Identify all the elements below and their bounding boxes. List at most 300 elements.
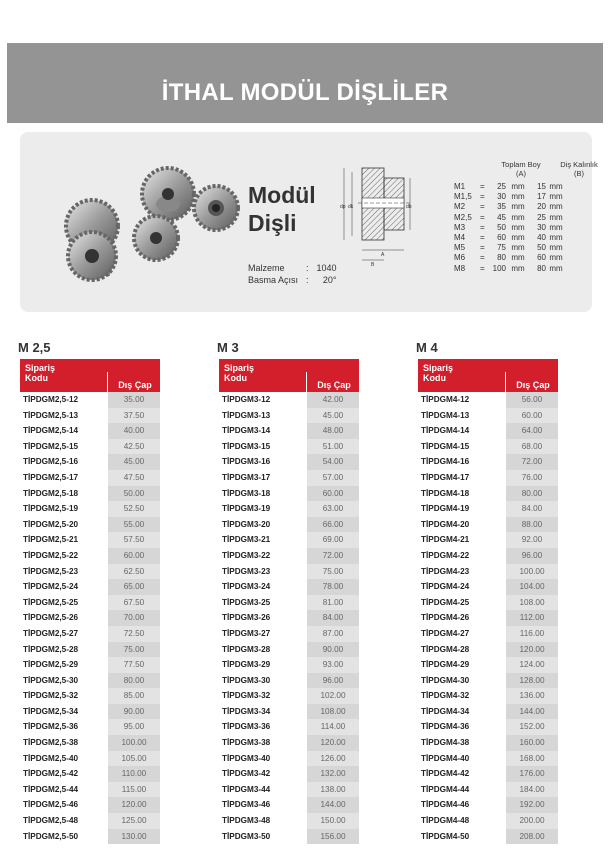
dim-unit: mm [511,192,525,202]
order-code-cell: TİPDGM3-28 [219,642,306,658]
table-row [418,813,558,829]
outer-diameter-cell: 78.00 [307,579,359,595]
outer-diameter-cell: 72.50 [108,626,160,642]
outer-diameter-cell: 156.00 [307,829,359,845]
outer-diameter-cell: 40.00 [108,423,160,439]
table-row [20,595,160,611]
table-body [20,392,160,844]
dim-total-length: 45 [497,212,506,222]
order-code-cell: TİPDGM4-12 [418,392,505,408]
dim-row [454,182,566,192]
table-row [20,501,160,517]
dim-unit: mm [549,253,563,263]
outer-diameter-cell: 54.00 [307,454,359,470]
table-row [219,657,359,673]
outer-diameter-cell: 125.00 [108,813,160,829]
order-code-cell: TİPDGM4-46 [418,797,505,813]
outer-diameter-cell: 48.00 [307,423,359,439]
outer-diameter-cell: 69.00 [307,532,359,548]
outer-diameter-cell: 84.00 [307,610,359,626]
order-code-cell: TİPDGM3-23 [219,564,306,580]
dim-module: M2,5 [454,212,472,222]
dim-total-length: 100 [492,263,506,273]
outer-diameter-cell: 60.00 [307,486,359,502]
table-row [20,766,160,782]
table-row [418,751,558,767]
outer-diameter-cell: 57.00 [307,470,359,486]
dim-unit: mm [549,222,563,232]
dim-module: M1 [454,182,466,191]
header-outer-diameter: Dış Çap [516,380,550,390]
table-row [418,595,558,611]
angle-label: Basma Açısı [248,275,299,285]
outer-diameter-cell: 80.00 [506,486,558,502]
outer-diameter-cell: 66.00 [307,517,359,533]
outer-diameter-cell: 45.00 [108,454,160,470]
order-code-cell: TİPDGM3-46 [219,797,306,813]
table-row [20,454,160,470]
table-row [219,751,359,767]
outer-diameter-cell: 144.00 [307,797,359,813]
order-code-cell: TİPDGM4-16 [418,454,505,470]
order-code-cell: TİPDGM4-25 [418,595,505,611]
order-code-cell: TİPDGM2,5-38 [20,735,107,751]
outer-diameter-cell: 108.00 [506,595,558,611]
order-code-cell: TİPDGM2,5-34 [20,704,107,720]
order-code-cell: TİPDGM4-50 [418,829,505,845]
dim-total-length: 25 [497,182,506,191]
dim-row [454,223,566,233]
outer-diameter-cell: 130.00 [108,829,160,845]
b-label: B [371,262,375,268]
order-code-cell: TİPDGM4-36 [418,719,505,735]
table-row [418,532,558,548]
table-row [219,642,359,658]
order-code-cell: TİPDGM2,5-40 [20,751,107,767]
order-code-cell: TİPDGM3-19 [219,501,306,517]
order-code-cell: TİPDGM2,5-36 [20,719,107,735]
module-title: M 4 [416,340,438,355]
dim-unit: mm [549,243,563,253]
order-code-cell: TİPDGM3-13 [219,408,306,424]
order-code-cell: TİPDGM4-23 [418,564,505,580]
header-outer-diameter: Dış Çap [118,380,152,390]
outer-diameter-cell: 95.00 [108,719,160,735]
dim-row [454,233,566,243]
order-code-cell: TİPDGM2,5-30 [20,673,107,689]
table-row [219,813,359,829]
table-row [20,735,160,751]
dim-thickness: 80 [537,263,546,273]
outer-diameter-cell: 42.50 [108,439,160,455]
order-code-cell: TİPDGM3-38 [219,735,306,751]
table-row [418,797,558,813]
order-code-cell: TİPDGM4-32 [418,688,505,704]
table-row [20,579,160,595]
dim-thickness: 25 [537,212,546,222]
order-code-cell: TİPDGM3-48 [219,813,306,829]
order-code-cell: TİPDGM4-20 [418,517,505,533]
order-code-cell: TİPDGM4-27 [418,626,505,642]
dim-total-length: 80 [497,253,506,263]
dim-unit: mm [511,212,525,222]
table-row [418,735,558,751]
order-code-cell: TİPDGM3-36 [219,719,306,735]
table-row [418,766,558,782]
order-code-cell: TİPDGM4-21 [418,532,505,548]
table-row [219,517,359,533]
order-code-cell: TİPDGM3-40 [219,751,306,767]
order-code-cell: TİPDGM2,5-32 [20,688,107,704]
header-outer-diameter: Dış Çap [317,380,351,390]
outer-diameter-cell: 126.00 [307,751,359,767]
dim-module: M6 [454,253,466,263]
table-header [20,359,160,392]
table-row [20,673,160,689]
outer-diameter-cell: 42.00 [307,392,359,408]
product-table [219,359,359,844]
outer-diameter-cell: 160.00 [506,735,558,751]
table-row [418,501,558,517]
dim-module: M5 [454,243,466,253]
outer-diameter-cell: 128.00 [506,673,558,689]
outer-diameter-cell: 152.00 [506,719,558,735]
table-row [219,501,359,517]
dim-thickness: 60 [537,253,546,263]
outer-diameter-cell: 72.00 [307,548,359,564]
outer-diameter-cell: 56.00 [506,392,558,408]
table-body [219,392,359,844]
material-label: Malzeme [248,263,285,273]
dim-thickness: 50 [537,243,546,253]
order-code-cell: TİPDGM2,5-46 [20,797,107,813]
product-hero [20,132,598,312]
outer-diameter-cell: 96.00 [506,548,558,564]
order-code-cell: TİPDGM2,5-29 [20,657,107,673]
order-code-cell: TİPDGM4-17 [418,470,505,486]
dim-unit: mm [549,182,563,191]
outer-diameter-cell: 77.50 [108,657,160,673]
order-code-cell: TİPDGM3-32 [219,688,306,704]
table-row [418,517,558,533]
outer-diameter-cell: 81.00 [307,595,359,611]
outer-diameter-cell: 90.00 [108,704,160,720]
table-row [418,548,558,564]
order-code-cell: TİPDGM3-25 [219,595,306,611]
order-code-cell: TİPDGM3-42 [219,766,306,782]
table-row [219,735,359,751]
outer-diameter-cell: 100.00 [108,735,160,751]
dim-eq: = [480,192,485,202]
outer-diameter-cell: 88.00 [506,517,558,533]
product-table [418,359,558,844]
outer-diameter-cell: 47.50 [108,470,160,486]
dim-row [454,213,566,223]
table-row [418,657,558,673]
order-code-cell: TİPDGM4-13 [418,408,505,424]
a-label: A [381,252,385,258]
order-code-cell: TİPDGM3-22 [219,548,306,564]
order-code-cell: TİPDGM4-28 [418,642,505,658]
dim-eq: = [480,212,485,222]
order-code-cell: TİPDGM2,5-23 [20,564,107,580]
table-row [418,704,558,720]
order-code-cell: TİPDGM4-14 [418,423,505,439]
order-code-cell: TİPDGM2,5-19 [20,501,107,517]
dim-total-length: 50 [497,222,506,232]
order-code-cell: TİPDGM2,5-44 [20,782,107,798]
table-row [219,548,359,564]
table-row [219,408,359,424]
dim-module: M4 [454,232,466,242]
order-code-cell: TİPDGM3-21 [219,532,306,548]
outer-diameter-cell: 55.00 [108,517,160,533]
order-code-cell: TİPDGM2,5-20 [20,517,107,533]
table-row [20,782,160,798]
table-row [20,688,160,704]
order-code-cell: TİPDGM2,5-50 [20,829,107,845]
dim-unit: mm [549,232,563,242]
order-code-cell: TİPDGM4-22 [418,548,505,564]
order-code-cell: TİPDGM3-24 [219,579,306,595]
outer-diameter-cell: 100.00 [506,564,558,580]
outer-diameter-cell: 75.00 [108,642,160,658]
outer-diameter-cell: 120.00 [307,735,359,751]
dim-row [454,253,566,263]
table-row [20,486,160,502]
outer-diameter-cell: 80.00 [108,673,160,689]
dim-unit: mm [511,182,525,191]
outer-diameter-cell: 65.00 [108,579,160,595]
dim-eq: = [480,243,485,253]
table-row [20,408,160,424]
module-title: M 3 [217,340,239,355]
header-order-code: Sipariş Kodu [423,363,454,383]
table-row [20,564,160,580]
table-row [418,486,558,502]
table-row [219,610,359,626]
product-title-line2: Dişli [248,210,297,236]
table-header [219,359,359,392]
table-row [20,642,160,658]
order-code-cell: TİPDGM3-29 [219,657,306,673]
table-row [20,423,160,439]
order-code-cell: TİPDGM3-16 [219,454,306,470]
outer-diameter-cell: 124.00 [506,657,558,673]
table-row [20,392,160,408]
order-code-cell: TİPDGM2,5-13 [20,408,107,424]
table-row [219,719,359,735]
order-code-cell: TİPDGM3-26 [219,610,306,626]
table-row [219,423,359,439]
order-code-cell: TİPDGM4-48 [418,813,505,829]
order-code-cell: TİPDGM3-20 [219,517,306,533]
table-row [20,657,160,673]
table-row [418,782,558,798]
outer-diameter-cell: 92.00 [506,532,558,548]
dim-eq: = [480,253,485,263]
outer-diameter-cell: 93.00 [307,657,359,673]
outer-diameter-cell: 138.00 [307,782,359,798]
outer-diameter-cell: 63.00 [307,501,359,517]
order-code-cell: TİPDGM3-27 [219,626,306,642]
outer-diameter-cell: 37.50 [108,408,160,424]
order-code-cell: TİPDGM2,5-48 [20,813,107,829]
order-code-cell: TİPDGM2,5-16 [20,454,107,470]
table-row [20,610,160,626]
outer-diameter-cell: 75.00 [307,564,359,580]
order-code-cell: TİPDGM2,5-42 [20,766,107,782]
table-row [219,766,359,782]
outer-diameter-cell: 208.00 [506,829,558,845]
dim-thickness: 20 [537,202,546,212]
outer-diameter-cell: 144.00 [506,704,558,720]
table-row [418,688,558,704]
order-code-cell: TİPDGM3-30 [219,673,306,689]
outer-diameter-cell: 168.00 [506,751,558,767]
outer-diameter-cell: 70.00 [108,610,160,626]
outer-diameter-cell: 116.00 [506,626,558,642]
outer-diameter-cell: 114.00 [307,719,359,735]
table-row [20,517,160,533]
dim-thickness: 40 [537,232,546,242]
table-row [219,782,359,798]
dim-module: M2 [454,202,466,212]
dim-eq: = [480,182,485,191]
outer-diameter-cell: 112.00 [506,610,558,626]
dk-label: dk [348,204,354,210]
dim-unit: mm [511,253,525,263]
dim-unit: mm [511,222,525,232]
outer-diameter-cell: 110.00 [108,766,160,782]
order-code-cell: TİPDGM3-18 [219,486,306,502]
dim-row [454,243,566,253]
outer-diameter-cell: 51.00 [307,439,359,455]
header-order-code: Sipariş Kodu [25,363,56,383]
outer-diameter-cell: 85.00 [108,688,160,704]
order-code-cell: TİPDGM2,5-18 [20,486,107,502]
outer-diameter-cell: 45.00 [307,408,359,424]
table-row [219,532,359,548]
dim-total-length: 60 [497,232,506,242]
order-code-cell: TİPDGM2,5-24 [20,579,107,595]
outer-diameter-cell: 105.00 [108,751,160,767]
table-row [20,704,160,720]
table-row [219,564,359,580]
outer-diameter-cell: 57.50 [108,532,160,548]
table-row [20,626,160,642]
page-title: İTHAL MODÜL DİŞLİLER [161,79,449,106]
order-code-cell: TİPDGM2,5-12 [20,392,107,408]
outer-diameter-cell: 87.00 [307,626,359,642]
outer-diameter-cell: 104.00 [506,579,558,595]
table-row [219,797,359,813]
order-code-cell: TİPDGM2,5-21 [20,532,107,548]
outer-diameter-cell: 67.50 [108,595,160,611]
outer-diameter-cell: 62.50 [108,564,160,580]
dim-eq: = [480,202,485,212]
dim-unit: mm [511,263,525,273]
order-code-cell: TİPDGM4-30 [418,673,505,689]
table-row [418,423,558,439]
dim-thickness: 17 [537,192,546,202]
outer-diameter-cell: 200.00 [506,813,558,829]
dim-unit: mm [511,243,525,253]
table-row [219,392,359,408]
table-row [418,408,558,424]
order-code-cell: TİPDGM2,5-26 [20,610,107,626]
order-code-cell: TİPDGM2,5-15 [20,439,107,455]
order-code-cell: TİPDGM2,5-14 [20,423,107,439]
table-row [20,797,160,813]
dim-thickness: 30 [537,222,546,232]
spec-block: Malzeme : 1040 Basma Açısı : 20° [248,263,337,285]
table-row [20,470,160,486]
table-row [418,719,558,735]
table-row [219,704,359,720]
dim-module: M1,5 [454,192,472,202]
order-code-cell: TİPDGM3-17 [219,470,306,486]
order-code-cell: TİPDGM4-34 [418,704,505,720]
dim-unit: mm [549,202,563,212]
table-row [219,829,359,845]
table-row [418,829,558,845]
material-value: 1040 [316,263,337,273]
table-row [418,454,558,470]
dim-module: M8 [454,263,466,273]
outer-diameter-cell: 72.00 [506,454,558,470]
dim-module: M3 [454,222,466,232]
table-row [418,610,558,626]
db-label: db [406,204,412,210]
dim-rows [454,182,566,274]
table-row [219,626,359,642]
order-code-cell: TİPDGM3-44 [219,782,306,798]
table-row [219,470,359,486]
order-code-cell: TİPDGM3-15 [219,439,306,455]
dim-unit: mm [511,202,525,212]
dim-header-thickness-unit: (B) [574,169,584,178]
outer-diameter-cell: 50.00 [108,486,160,502]
table-row [219,688,359,704]
outer-diameter-cell: 192.00 [506,797,558,813]
order-code-cell: TİPDGM4-40 [418,751,505,767]
outer-diameter-cell: 68.00 [506,439,558,455]
dim-unit: mm [549,263,563,273]
dim-unit: mm [549,192,563,202]
table-row [20,532,160,548]
module-title: M 2,5 [18,340,51,355]
table-row [20,829,160,845]
outer-diameter-cell: 150.00 [307,813,359,829]
dim-eq: = [480,232,485,242]
table-body [418,392,558,844]
order-code-cell: TİPDGM3-14 [219,423,306,439]
table-header [418,359,558,392]
outer-diameter-cell: 96.00 [307,673,359,689]
order-code-cell: TİPDGM2,5-27 [20,626,107,642]
table-row [20,719,160,735]
table-row [219,579,359,595]
order-code-cell: TİPDGM4-29 [418,657,505,673]
outer-diameter-cell: 90.00 [307,642,359,658]
order-code-cell: TİPDGM2,5-25 [20,595,107,611]
table-row [418,470,558,486]
title-banner [7,43,603,123]
dim-row [454,202,566,212]
table-row [418,564,558,580]
dp-label: dp [340,204,346,210]
